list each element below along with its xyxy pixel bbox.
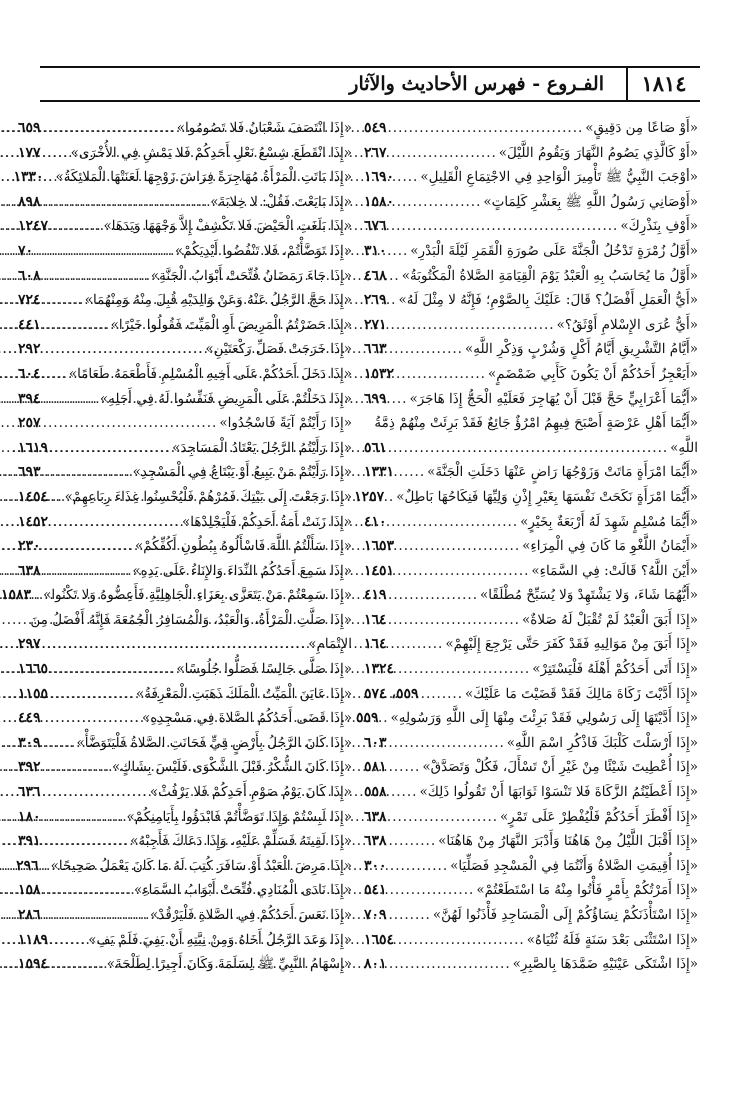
index-entry bbox=[364, 805, 698, 830]
index-entry-page: ٢٩٧ bbox=[18, 636, 41, 653]
leader-dots bbox=[35, 239, 173, 264]
leader-dots bbox=[50, 436, 170, 461]
leader-dots bbox=[43, 829, 129, 854]
index-entry-text: «أَوْ كَالَّذِي يَصُومُ النَّهَارَ وَيَقُومُ اللَّيْلَ» bbox=[498, 144, 698, 161]
index-entry-text: «أَوْفِ بِنَذْرِكَ» bbox=[620, 218, 698, 235]
index-entry-page: ٣٩١ bbox=[18, 833, 41, 850]
leader-dots bbox=[389, 436, 669, 461]
index-entry-text: «إِذَا صَلَّتِ الْمَرْأَةُ، وَالْعَبْدُ، وَالْمُسَافِرُ الْجُمُعَةَ فَإِنَّهُ أَفْضَلُ مِنَ bbox=[30, 611, 352, 628]
index-entry-page: ١٦٤ bbox=[364, 611, 387, 628]
leader-dots bbox=[389, 903, 431, 928]
index-entry bbox=[18, 829, 352, 854]
index-entry bbox=[364, 632, 698, 657]
index-entry-text: «أَيْنَ اللَّهُ؟ قَالَتْ: فِي السَّمَاءِ» bbox=[531, 562, 698, 579]
leader-dots bbox=[50, 928, 86, 953]
index-entry bbox=[18, 387, 352, 412]
leader-dots bbox=[396, 928, 525, 953]
index-entry-page: ٨٩٨ bbox=[18, 193, 41, 210]
index-entry-text: «إِذَا حَجَّ الرَّجُلُ عَنْهُ وَعَنْ وَالِدَيْهِ قُبِلَ مِنْهُ وَمِنْهُمَا» bbox=[84, 292, 352, 309]
index-entry-page: ٥٦١ bbox=[364, 439, 387, 456]
index-entry-page: ٧٢٤ bbox=[18, 292, 41, 309]
index-entry-page: ٥٥٩ bbox=[355, 710, 379, 727]
leader-dots bbox=[389, 313, 555, 338]
index-entry-continuation: الإِتْمَامِ» bbox=[308, 636, 352, 653]
index-entry bbox=[364, 534, 698, 559]
index-entry bbox=[18, 854, 352, 879]
index-entry-text: «إِسْهَامُ النَّبِيِّ ﷺ لِسَلَمَةَ وَكَانَ أَجِيرًا لِطَلْحَةَ» bbox=[106, 956, 352, 973]
index-entry-text: «أَوْصَانِي رَسُولُ اللَّهِ ﷺ بِعَشْرِ كَلِمَاتٍ» bbox=[483, 193, 698, 210]
index-entry-page: ٦٠٨ bbox=[18, 267, 41, 284]
leader-dots bbox=[381, 706, 389, 731]
index-entry-text: «أَيُّ الْعَمَلِ أَفْضَلُ؟ قَالَ: عَلَيْكَ بِالصَّوْمِ؛ فَإِنَّهُ لا مِثْلَ لَهُ» bbox=[398, 292, 698, 309]
leader-dots bbox=[386, 485, 394, 510]
index-entry-text: «إِذَا نَادَى الْمُنَادِي فُتِّحَتْ أَبْوَابُ السَّمَاءِ» bbox=[134, 882, 352, 899]
index-entry bbox=[18, 288, 352, 313]
index-entry-page: ٢٨٦ bbox=[18, 907, 41, 923]
index-entry-text: «إِذَا دَخَلَ أَحَدُكُمْ عَلَى أَخِيهِ الْمُسْلِمِ فَأَطْعَمَهُ طَعَامًا» bbox=[68, 365, 352, 382]
leader-dots bbox=[396, 460, 425, 485]
index-entry bbox=[364, 583, 698, 608]
index-entry bbox=[355, 706, 698, 731]
leader-dots bbox=[396, 165, 418, 190]
index-entry-page: ١٥٩٤ bbox=[18, 956, 49, 973]
index-entry bbox=[364, 288, 698, 313]
index-entry bbox=[18, 436, 352, 461]
index-entry bbox=[18, 337, 352, 362]
page-header bbox=[40, 66, 700, 102]
index-entry-page: ٢٦٩ bbox=[363, 292, 387, 309]
index-entry-text: «إِذَا دَخَلْتُمْ عَلَى الْمَرِيضِ فَنَفِّسُوا لَهُ فِي أَجَلِهِ» bbox=[99, 390, 352, 407]
index-entry-text: «إِذَا لَقِيتَهُ فَسَلِّمْ عَلَيْهِ، وَإِذَا دَعَاكَ فَأَجِبْهُ» bbox=[130, 833, 352, 850]
index-entry-text: «إِذَا زَنَتْ أَمَةُ أَحَدِكُمْ فَلْيَجْلِدْهَا» bbox=[181, 513, 352, 530]
index-entry-page: ٧٠٩ bbox=[364, 907, 387, 923]
leader-dots bbox=[421, 682, 463, 707]
index-entry-page: ١٦٦٥ bbox=[18, 661, 49, 678]
leader-dots bbox=[389, 387, 408, 412]
leader-dots bbox=[50, 510, 180, 535]
index-entry bbox=[364, 460, 698, 485]
index-entry bbox=[364, 141, 698, 166]
index-entry-page: ٥٤٩ bbox=[364, 120, 387, 136]
index-entry-text: «إِذَا أُقِيمَتِ الصَّلاةُ وَأَنْتُمَا فِي الْمَسْجِدِ فَصَلِّيَا» bbox=[450, 857, 698, 874]
leader-dots bbox=[43, 362, 67, 387]
index-column-right bbox=[354, 116, 698, 977]
index-entry bbox=[364, 854, 698, 879]
index-entry-page: ٢٣٠ bbox=[18, 538, 41, 555]
index-entry-page: ٨٠١ bbox=[364, 956, 387, 973]
index-entry-text: «أَيُّمَا مُسْلِمٍ شَهِدَ لَهُ أَرْبَعَةٌ بِخَيْرٍ» bbox=[520, 513, 698, 530]
index-entry-page: ١٥٨ bbox=[18, 882, 41, 899]
index-entry bbox=[364, 559, 698, 584]
index-entry-page: ٤٤١ bbox=[18, 316, 41, 333]
leader-dots bbox=[46, 165, 54, 190]
index-entry bbox=[364, 436, 698, 461]
index-entry-page: ٢٩٦ bbox=[16, 857, 39, 874]
index-entry-page: ١٤٥١ bbox=[364, 562, 395, 579]
index-entry-text: «أَيَعْجِزُ أَحَدُكُمْ أَنْ يَكُونَ كَأَبِي ضَمْضَمٍ» bbox=[487, 365, 698, 382]
index-entry-text: «إِذَا كَانَ الرَّجُلُ بِأَرْضٍ قِيٍّ فَحَانَتِ الصَّلاةُ فَلْيَتَوَضَّأْ» bbox=[76, 734, 352, 751]
index-entry bbox=[364, 755, 698, 780]
index-entry-text: «إِذَا بَايَعْتَ فَقُلْ: لا خِلابَةَ» bbox=[210, 193, 352, 210]
index-entry bbox=[364, 387, 698, 412]
index-entry-text: «إِذَا صَلَّى جَالِسًا فَصَلُّوا جُلُوسًا» bbox=[176, 661, 352, 678]
leader-dots bbox=[389, 337, 463, 362]
index-entry-text: «إِذَا أَبَقَ الْعَبْدُ لَمْ تُقْبَلْ لَهُ صَلاةٌ» bbox=[521, 611, 698, 628]
index-entry-text: «أَوَّلُ زُمْرَةٍ تَدْخُلُ الْجَنَّةَ عَلَى صُورَةِ الْقَمَرِ لَيْلَةَ الْبَدْرِ» bbox=[410, 242, 698, 259]
index-entry-text: «إِذَا انْقَطَعَ شِسْعُ نَعْلِ أَحَدِكُمْ فَلا يَمْشِ فِي الأُخْرَى» bbox=[70, 144, 352, 161]
index-entry bbox=[18, 239, 352, 264]
index-entry-page: ١٣٢٤ bbox=[364, 661, 395, 678]
index-entry bbox=[18, 559, 352, 584]
index-entry-text: «إِذَا نَعَسَ أَحَدُكُمْ فِي الصَّلاةِ فَلْيَرْقُدْ» bbox=[150, 907, 352, 923]
leader-dots bbox=[43, 731, 75, 756]
index-entry-page: ٤١٠ bbox=[364, 513, 387, 530]
index-entry bbox=[18, 952, 352, 977]
index-entry bbox=[364, 903, 698, 928]
leader-dots bbox=[43, 559, 131, 584]
leader-dots bbox=[43, 190, 209, 215]
leader-dots bbox=[43, 706, 140, 731]
index-entry-page: ١٥٨٣ bbox=[0, 587, 32, 604]
leader-dots bbox=[396, 657, 530, 682]
leader-dots bbox=[389, 755, 421, 780]
index-entry bbox=[364, 878, 698, 903]
index-entry-page: ٦٣٨ bbox=[18, 562, 41, 579]
leader-dots bbox=[50, 682, 134, 707]
index-entry-text: «إِذَا أَبَقَ مِنْ مَوَالِيهِ فَقَدْ كَفَرَ حَتَّى يَرْجِعَ إِلَيْهِمْ» bbox=[445, 636, 698, 653]
index-entry bbox=[18, 903, 352, 928]
index-entry-text: «إِذَا رَأَيْتُمُ الرَّجُلَ يَعْتَادُ الْمَسَاجِدَ» bbox=[172, 439, 352, 456]
index-entry-text: «أَيْمَانُ اللَّغْوِ مَا كَانَ فِي الْمِرَاءِ» bbox=[522, 538, 698, 555]
index-entry-text: «أَوَّلُ مَا يُحَاسَبُ بِهِ الْعَبْدُ يَوْمَ الْقِيَامَةِ الصَّلاةُ الْمَكْتُوبَةُ» bbox=[401, 267, 698, 284]
index-entry-text: «إِذَا جَاءَ رَمَضَانُ فُتِّحَتْ أَبْوَابُ الْجَنَّةِ» bbox=[150, 267, 352, 284]
index-entry bbox=[18, 682, 352, 707]
index-entry-page: ٦٠٤ bbox=[18, 365, 41, 382]
index-entry-text: «إِذَا رَأَيْتُمْ مَنْ يَبِيعُ أَوْ يَبْتَاعُ فِي الْمَسْجِدِ» bbox=[132, 464, 352, 481]
index-entry-page: ١٦٥٤ bbox=[364, 931, 395, 948]
leader-dots bbox=[43, 755, 110, 780]
index-entry-text: «إِذَا أَدَّيْتَهَا إِلَى رَسُولِي فَقَدْ بَرِئْتَ مِنْهَا إِلَى اللَّهِ وَرَسُولِهِ» bbox=[390, 710, 698, 727]
index-entry bbox=[18, 362, 352, 387]
index-entry bbox=[364, 731, 698, 756]
leader-dots bbox=[396, 190, 481, 215]
index-entry-page: ٦٣٨ bbox=[364, 833, 387, 850]
index-entry-page: ٦٩٣ bbox=[18, 464, 41, 481]
index-entry bbox=[18, 928, 352, 953]
page-title: الفـروع - فهرس الأحاديث والآثار bbox=[349, 73, 604, 95]
leader-dots bbox=[389, 805, 498, 830]
index-entry bbox=[354, 485, 698, 510]
index-entry-page: ١٦١٩ bbox=[18, 439, 49, 456]
index-entry bbox=[364, 264, 698, 289]
leader-dots bbox=[388, 288, 396, 313]
index-entry-text: «إِذَا سَمِعْتُمْ مَنْ يَتَعَزَّى بِعَزَاءِ الْجَاهِلِيَّةِ فَأَعِضُّوهُ وَلا تَكْنُوا» bbox=[43, 587, 352, 604]
leader-dots bbox=[43, 878, 132, 903]
leader-dots bbox=[389, 583, 478, 608]
index-entry bbox=[18, 411, 352, 436]
leader-dots bbox=[33, 583, 41, 608]
index-entry-text: «إِذَا اشْتَكَى عَيْنَيْهِ ضَمَّدَهَا بِالصَّبِرِ» bbox=[512, 956, 698, 973]
index-entry-page: ١٣٣١ bbox=[364, 464, 395, 481]
leader-dots bbox=[389, 632, 444, 657]
index-entry-text: «أَيُّمَا امْرَأَةٍ مَاتَتْ وَزَوْجُهَا رَاضٍ عَنْهَا دَخَلَتِ الْجَنَّةَ» bbox=[427, 464, 698, 481]
index-entry-page: ١٧٧ bbox=[18, 144, 41, 161]
index-entry-text: «إِذَا سَأَلْتُمُ اللَّهَ فَاسْأَلُوهُ بِبُطُونِ أَكُفِّكُمْ» bbox=[134, 538, 352, 555]
leader-dots bbox=[43, 534, 133, 559]
leader-dots bbox=[43, 460, 131, 485]
index-entry bbox=[364, 657, 698, 682]
index-entry bbox=[18, 805, 352, 830]
index-entry-text: «إِذَا لَبِسْتُمْ وَإِذَا تَوَضَّأْتُمْ فَابْدَؤُوا بِأَيَامِنِكُمْ» bbox=[126, 808, 352, 825]
index-entry-text: «إِذَا كَانَ الشُّكْرُ قَبْلَ الشَّكْوَى فَلَيْسَ بِشَاكٍ» bbox=[112, 759, 352, 776]
index-entry bbox=[364, 780, 698, 805]
leader-dots bbox=[41, 854, 49, 879]
index-entry-page: ٥٥٩، ٥٧٤ bbox=[364, 685, 419, 702]
index-entry-text: «إِذَا أُعْطِيتَ شَيْئًا مِنْ غَيْرِ أَنْ تَسْأَلَ، فَكُلْ وَتَصَدَّقْ» bbox=[422, 759, 698, 776]
index-entry-text: «إِذَا رَجَعْتَ إِلَى بَيْتِكَ فَمُرْهُمْ فَلْيُحْسِنُوا غِذَاءَ رِبَاعِهِمْ» bbox=[64, 488, 352, 505]
index-entry-page: ١١٥٥ bbox=[18, 685, 49, 702]
index-entry-page: ٦٠٣ bbox=[364, 734, 387, 751]
index-entry-text: «أَيَّامُ التَّشْرِيقِ أَيَّامُ أَكْلٍ وَشُرْبٍ وَذِكْرِ اللَّهِ» bbox=[464, 341, 698, 358]
index-entry bbox=[18, 632, 352, 657]
index-entry-text: «أَيُّ عُرَى الإِسْلامِ أَوْثَقُ؟» bbox=[556, 316, 698, 333]
index-entry-page: ٣٠٩ bbox=[18, 734, 41, 751]
leader-dots bbox=[389, 780, 418, 805]
index-entry bbox=[364, 952, 698, 977]
index-entry-continuation: اللَّهِ» bbox=[670, 439, 698, 456]
index-entry bbox=[18, 214, 352, 239]
leader-dots bbox=[43, 141, 69, 166]
index-entry bbox=[18, 116, 352, 141]
index-entry-text: «إِذَا سَمِعَ أَحَدُكُمُ النِّدَاءَ وَالإِنَاءُ عَلَى يَدِهِ» bbox=[132, 562, 352, 579]
index-entry bbox=[364, 165, 698, 190]
index-entry-text: «أَيُّهُمَا شَاءَ، وَلا يَشْتَهِدْ وَلا يُسَبِّحْ مُطْلَقًا» bbox=[480, 587, 698, 604]
index-entry-page: ٤٤٩ bbox=[18, 710, 41, 727]
leader-dots bbox=[389, 264, 400, 289]
index-entry-page: ٥٤١ bbox=[364, 882, 387, 899]
leader-dots bbox=[389, 214, 619, 239]
index-entry-text: «إِذَا وَعَدَ الرَّجُلُ أَخَاهُ وَمِنْ نِيَّتِهِ أَنْ يَفِيَ فَلَمْ يَفِ» bbox=[88, 931, 352, 948]
leader-dots bbox=[43, 288, 83, 313]
leader-dots bbox=[43, 903, 148, 928]
leader-dots bbox=[50, 657, 174, 682]
leader-dots bbox=[50, 952, 105, 977]
index-entry-page: ٥٨١ bbox=[364, 759, 387, 776]
index-entry-page: ٦٥٩ bbox=[18, 120, 41, 136]
index-entry bbox=[18, 780, 352, 805]
index-entry-page: ٦٣٦ bbox=[18, 784, 41, 801]
index-entry bbox=[364, 190, 698, 215]
index-entry-text: «إِذَا أَتَى أَحَدُكُمْ أَهْلَهُ فَلْيَسْتَتِرْ» bbox=[532, 661, 698, 678]
index-entry bbox=[364, 510, 698, 535]
index-entry-text: «إِذَا أَقْبَلَ اللَّيْلُ مِنْ هَاهُنَا وَأَدْبَرَ النَّهَارُ مِنْ هَاهُنَا» bbox=[438, 833, 698, 850]
index-entry-text: «إِذَا بَلَغَتِ الْحَيْضَ فَلا تَكْشِفْ إِلاَّ وَجْهَهَا وَيَدَهَا» bbox=[103, 218, 352, 235]
leader-dots bbox=[389, 608, 520, 633]
index-entry bbox=[364, 608, 698, 633]
index-entry bbox=[18, 510, 352, 535]
index-entry bbox=[18, 657, 352, 682]
index-entry-text: «إِذَا عَايَنَ الْمَيِّتُ الْمَلَكَ ذَهَبَتِ الْمَعْرِفَةُ» bbox=[136, 685, 352, 702]
leader-dots bbox=[396, 362, 486, 387]
index-entry-page: ٤٦٨ bbox=[364, 267, 387, 284]
leader-dots bbox=[389, 141, 497, 166]
index-entry bbox=[364, 239, 698, 264]
leader-dots bbox=[43, 632, 307, 657]
index-entry-text: «إِذَا بَاتَتِ الْمَرْأَةُ مُهَاجِرَةً فِرَاشَ زَوْجِهَا لَعَنَتْهَا الْمَلائِكَةُ» bbox=[55, 169, 352, 186]
index-column-left bbox=[0, 116, 352, 977]
index-entry-page: ١٤٥٤ bbox=[18, 488, 49, 505]
index-entry-page: ١٢٤٧ bbox=[18, 218, 49, 235]
index-entry-page: ٢٧١ bbox=[364, 316, 387, 333]
leader-dots bbox=[396, 559, 529, 584]
leader-dots bbox=[43, 387, 98, 412]
index-entry bbox=[364, 928, 698, 953]
index-entry bbox=[364, 116, 698, 141]
index-entry-page: ٢٩٢ bbox=[18, 341, 41, 358]
index-entry-page: ١٥٣٢ bbox=[364, 365, 395, 382]
leader-dots bbox=[43, 805, 125, 830]
index-entry bbox=[18, 313, 352, 338]
index-entry bbox=[18, 706, 352, 731]
leader-dots bbox=[389, 731, 505, 756]
index-entry bbox=[18, 141, 352, 166]
index-entry-text: «أَيُّمَا أَهْلِ عَرْصَةٍ أَصْبَحَ فِيهِمُ امْرُؤٌ جَائِعٌ فَقَدْ بَرِئَتْ مِنْهُمْ ذِمَّةُ bbox=[374, 415, 698, 432]
index-entry-page: ١٦٤ bbox=[364, 636, 387, 653]
index-entry-text: «إِذَا رَأَيْتُمْ آيَةً فَاسْجُدُوا» bbox=[219, 415, 352, 432]
index-entry-text: «إِذَا كَانَ يَوْمُ صَوْمِ أَحَدِكُمْ فَلا يَرْفُثْ» bbox=[149, 784, 352, 801]
index-entry-text: «إِذَا مَرِضَ الْعَبْدُ أَوْ سَافَرَ كُتِبَ لَهُ مَا كَانَ يَعْمَلُ صَحِيحًا» bbox=[50, 857, 352, 874]
index-entry-page: ١٥٨٠ bbox=[364, 193, 395, 210]
leader-dots bbox=[389, 510, 519, 535]
index-entry bbox=[18, 878, 352, 903]
index-entry-page: ١٣٣٠ bbox=[13, 169, 44, 186]
leader-dots bbox=[43, 411, 218, 436]
index-entry-page: ١٤٥٢ bbox=[18, 513, 49, 530]
index-entry-page: ١١٨٩ bbox=[18, 931, 49, 948]
leader-dots bbox=[43, 337, 204, 362]
index-entry-page: ١٨٠ bbox=[18, 808, 41, 825]
index-entry-text: «إِذَا اسْتَثْنَى بَعْدَ سَنَةٍ فَلَهُ ثُنْيَاهُ» bbox=[526, 931, 698, 948]
index-entry bbox=[364, 313, 698, 338]
index-entry-page: ٢٥٧ bbox=[18, 415, 41, 432]
index-entry bbox=[364, 682, 698, 707]
index-entry-page: ٣١٠ bbox=[364, 242, 387, 259]
index-entry-page: ١٦٥٣ bbox=[364, 538, 395, 555]
index-entry bbox=[0, 583, 352, 608]
index-entry-page: ٢٦٧ bbox=[364, 144, 387, 161]
index-entry-page: ٦٦٣ bbox=[364, 341, 387, 358]
leader-dots bbox=[389, 854, 449, 879]
leader-dots bbox=[389, 116, 584, 141]
leader-dots bbox=[43, 264, 149, 289]
index-entry-page: ٣٠٠ bbox=[364, 857, 387, 874]
index-entry-text: «أَيُّمَا أَعْرَابِيٍّ حَجَّ قَبْلَ أَنْ يُهَاجِرَ فَعَلَيْهِ الْحَجُّ إِذَا هَاجَرَ» bbox=[409, 390, 698, 407]
index-entry-text: «إِذَا أَعْطَيْتُمُ الزَّكَاةَ فَلا تَنْسَوْا ثَوَابَهَا أَنْ تَقُولُوا ذَلِكَ» bbox=[419, 784, 698, 801]
index-entry-text: «أوْجَبَ النَّبِيُّ ﷺ تَأْمِيرَ الْوَاحِدِ فِي الاجْتِمَاعِ الْقَلِيلِ» bbox=[420, 169, 698, 186]
leader-dots bbox=[396, 534, 520, 559]
index-entry-page: ٣٩٢ bbox=[18, 759, 41, 776]
index-entry bbox=[364, 337, 698, 362]
index-entry bbox=[13, 165, 352, 190]
index-entry-page: ٦٩٩ bbox=[364, 390, 387, 407]
leader-dots bbox=[389, 878, 475, 903]
index-entry bbox=[18, 460, 352, 485]
leader-dots bbox=[389, 239, 409, 264]
leader-dots bbox=[389, 829, 437, 854]
index-entry bbox=[18, 485, 352, 510]
index-entry-page: ١٢٥٧ bbox=[354, 488, 385, 505]
leader-dots bbox=[50, 214, 101, 239]
leader-dots bbox=[389, 952, 511, 977]
leader-dots bbox=[43, 780, 148, 805]
index-entry-text: «إِذَا اسْتَأْذَنَكُمْ نِسَاؤُكُمْ إِلَى الْمَسَاجِدِ فَأْذَنُوا لَهُنَّ» bbox=[432, 907, 698, 923]
index-entry-text: «إِذَا أَمَرْتُكُمْ بِأَمْرٍ فَأْتُوا مِنْهُ مَا اسْتَطَعْتُمْ» bbox=[476, 882, 698, 899]
index-entry-page: ٦٧٦ bbox=[364, 218, 387, 235]
index-entry-text: «إِذَا أَفْطَرَ أَحَدُكُمْ فَلْيُفْطِرْ عَلَى تَمْرٍ» bbox=[500, 808, 698, 825]
index-entry bbox=[18, 190, 352, 215]
index-entry bbox=[364, 829, 698, 854]
index-entry-text: «إِذَا قَضَى أَحَدُكُمُ الصَّلاةَ فِي مَسْجِدِهِ» bbox=[141, 710, 352, 727]
page-number: ١٨١٤ bbox=[626, 68, 700, 100]
index-entry bbox=[18, 755, 352, 780]
leader-dots bbox=[43, 313, 109, 338]
index-entry-text: «أَوْ صَاعًا مِن دَقِيقٍ» bbox=[585, 120, 698, 136]
index-entry-page: ٥٥٨ bbox=[364, 784, 387, 801]
index-entry-page: ٧٠ bbox=[18, 242, 34, 259]
leader-dots bbox=[43, 116, 175, 141]
index-entry-text: «إِذَا أَدَّيْتَ زَكَاةَ مَالِكَ فَقَدْ قَضَيْتَ مَا عَلَيْكَ» bbox=[465, 685, 698, 702]
index-entry bbox=[18, 731, 352, 756]
index-entry bbox=[364, 214, 698, 239]
index-entry-text: «إِذَا تَوَضَّأْتُمْ، فَلا تَنْفُضُوا أَيْدِيَكُمْ» bbox=[175, 242, 352, 259]
index-entry-page: ٤١٩ bbox=[364, 587, 387, 604]
index-entry-text: «إِذَا أَرْسَلْتَ كَلْبَكَ فَاذْكُرِ اسْمَ اللَّهِ» bbox=[506, 734, 698, 751]
index-entry-page: ٦٣٨ bbox=[364, 808, 387, 825]
index-entry-page: ٣٩٤ bbox=[18, 390, 41, 407]
index-entry bbox=[364, 362, 698, 387]
index-entry-text: «إِذَا حَضَرْتُمُ الْمَرِيضَ أَوِ الْمَيِّتَ فَقُولُوا خَيْرًا» bbox=[110, 316, 352, 333]
index-entry-text: «إِذَا انْتَصَفَ شَعْبَانُ فَلا تَصُومُوا» bbox=[176, 120, 352, 136]
index-entry bbox=[18, 264, 352, 289]
index-entry-page: ١٦٩٠ bbox=[364, 169, 395, 186]
index-entry-text: «أَيُّمَا امْرَأَةٍ نَكَحَتْ نَفْسَهَا بِغَيْرِ إِذْنِ وَلِيِّهَا فَنِكَاحُهَا بَاطِلٌ» bbox=[396, 488, 698, 505]
index-entry bbox=[18, 534, 352, 559]
index-entry-text: «إِذَا خَرَجَتْ فَصَلِّ رَكْعَتَيْنِ» bbox=[205, 341, 352, 358]
leader-dots bbox=[50, 485, 63, 510]
